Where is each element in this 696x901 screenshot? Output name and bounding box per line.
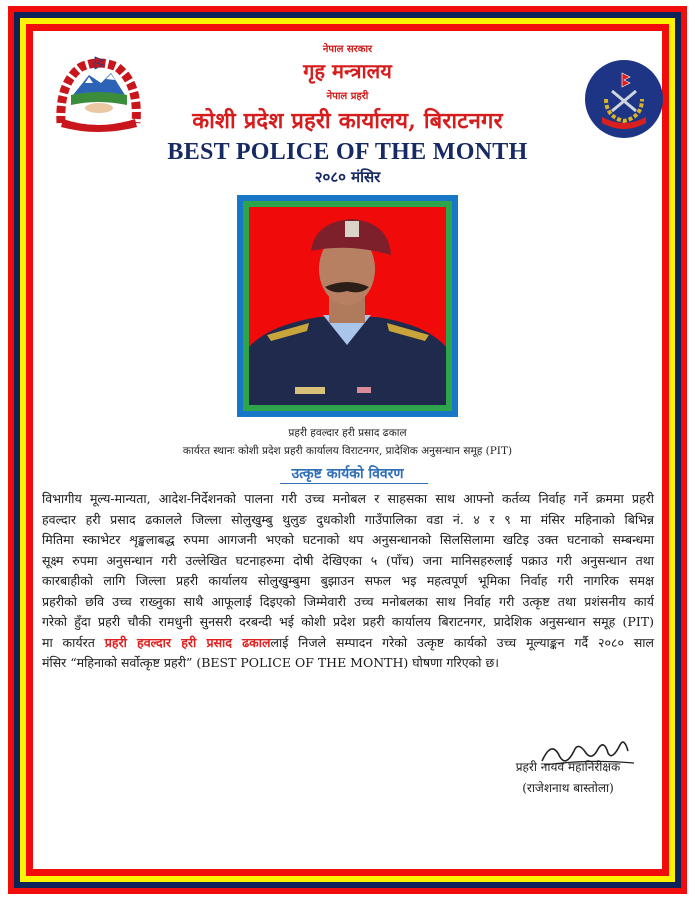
photo-inner-frame — [243, 201, 452, 411]
office-heading: कोशी प्रदेश प्रहरी कार्यालय, बिराटनगर — [192, 108, 503, 134]
body-line: प्रहरीको छवि उच्च राख्नुका साथै आफूलाई दिइएको जिम्मेवारी उच्च मनोबलका साथ निर्वाह गरी उत्कृष्ट तथा प्रशंसनीय कार्य — [42, 593, 654, 609]
signatory-name: (राजेशनाथ बास्तोला) — [522, 781, 614, 795]
signatory-title: प्रहरी नायव महानिरीक्षक — [515, 760, 621, 774]
ministry-heading: गृह मन्त्रालय — [303, 59, 392, 83]
body-line: विभागीय मूल्य-मान्यता, आदेश-निर्देशनको पालना गरी उच्च मनोबल र साहसका साथ आफ्नो कर्तव्य निर्वाह गर्ने क्रममा प्रहरी — [42, 491, 654, 506]
award-date: २०८० मंसिर — [314, 168, 381, 186]
award-title: BEST POLICE OF THE MONTH — [167, 139, 528, 165]
government-label: नेपाल सरकार — [322, 44, 373, 55]
officer-name-caption: प्रहरी हवल्दार हरी प्रसाद ढकाल — [288, 427, 407, 439]
officer-photo — [249, 207, 446, 405]
body-line: मंसिर “महिनाको सर्वोत्कृष्ट प्रहरी” (BEST POLICE OF THE MONTH) घोषणा गरिएको छ। — [42, 655, 499, 670]
section-title: उत्कृष्ट कार्यको विवरण — [291, 466, 404, 482]
body-line: कारबाहीको लागि जिल्ला प्रहरी कार्यालय सोलुखुम्बुमा बुझाउन सफल भइ महत्वपूर्ण भूमिका निर्वाह गरी नागरिक समक्ष — [42, 573, 654, 588]
workplace-caption: कार्यरत स्थानः कोशी प्रदेश प्रहरी कार्यालय विराटनगर, प्रादेशिक अनुसन्धान समूह (PIT) — [182, 445, 513, 457]
highlighted-officer-name: प्रहरी हवल्दार हरी प्रसाद ढकाल — [104, 634, 271, 650]
citation-body — [42, 489, 654, 674]
certificate-sheet — [33, 31, 662, 869]
body-text-segment: लाई निजले सम्पादन गरेको उत्कृष्ट कार्यको उच्च मूल्याङ्कन गर्दै २०८० साल — [270, 634, 654, 650]
body-text-segment: मा कार्यरत — [42, 634, 105, 650]
organization-label: नेपाल प्रहरी — [326, 91, 369, 102]
photo-frame — [237, 195, 458, 417]
body-line: हवल्दार हरी प्रसाद ढकालले जिल्ला सोलुखुम्बु थुलुङ दुधकोशी गाउँपालिका वडा नं. ४ र ९ मा मंसिर महिनाको बिभिन्न — [42, 511, 654, 527]
body-line: गरेको हुँदा प्रहरी चौकी रामधुनी सुनसरी दरबन्दी भई कोशी प्रदेश प्रहरी कार्यालय बिराटनगर, प्रादेशिक अनुसन्धान समूह (PIT) — [42, 614, 654, 629]
body-line: सूक्ष्म रुपमा अनुसन्धान गरी उल्लेखित घटनाहरुमा दोषी देखिएका ५ (पाँच) जना मानिसहरुलाई पक्राउ गरी अनुसन्धान तथा — [42, 552, 654, 568]
body-line: मितिमा स्काभेटर शृङ्खलाबद्ध रुपमा आगजनी भएको घटनाको थप अनुसन्धानको सिलसिलामा खटिइ उक्त घटनाको सम्बन्धमा — [42, 532, 654, 547]
section-title-underline — [280, 483, 428, 484]
body-line — [42, 633, 654, 654]
officer-portrait-icon — [249, 207, 446, 405]
